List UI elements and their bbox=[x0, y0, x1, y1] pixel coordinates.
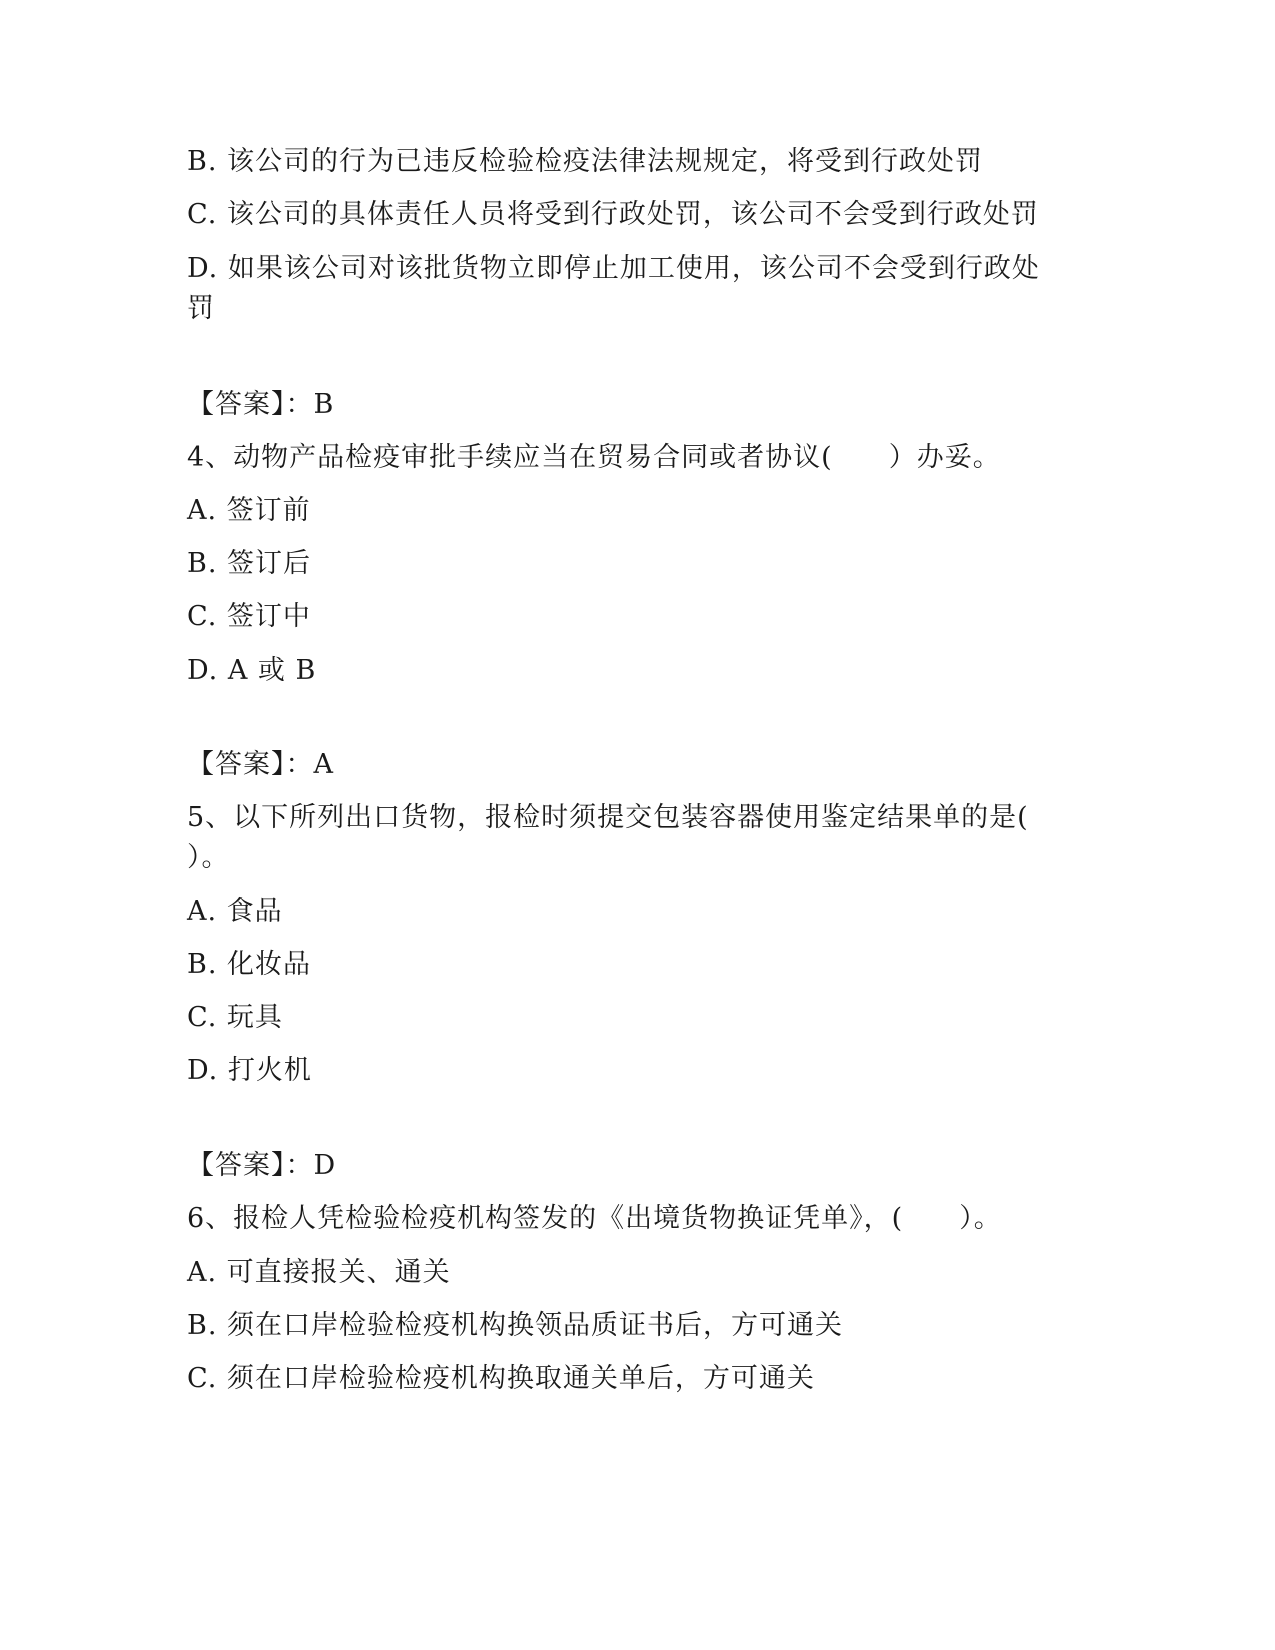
q5-option-b: B. 化妆品 bbox=[187, 949, 312, 980]
q4-answer: 【答案】：A bbox=[187, 749, 334, 780]
q5-option-a: A. 食品 bbox=[187, 896, 283, 927]
q5-answer: 【答案】：D bbox=[187, 1150, 337, 1181]
q5-option-d: D. 打火机 bbox=[187, 1055, 312, 1086]
q5-option-c: C. 玩具 bbox=[187, 1002, 283, 1033]
q6-option-c: C. 须在口岸检验检疫机构换取通关单后，方可通关 bbox=[187, 1363, 815, 1394]
q6-question: 6、报检人凭检验检疫机构签发的《出境货物换证凭单》，( ）。 bbox=[187, 1203, 1002, 1234]
q4-option-c: C. 签订中 bbox=[187, 601, 311, 632]
q5-question-line2: ）。 bbox=[187, 842, 230, 873]
q3-option-d-line2: 罚 bbox=[187, 293, 215, 324]
q5-question-line1: 5、以下所列出口货物，报检时须提交包装容器使用鉴定结果单的是( bbox=[187, 802, 1029, 833]
q6-option-a: A. 可直接报关、通关 bbox=[187, 1257, 451, 1288]
q3-option-b: B. 该公司的行为已违反检验检疫法律法规规定，将受到行政处罚 bbox=[187, 146, 984, 177]
q3-option-d-line1: D. 如果该公司对该批货物立即停止加工使用，该公司不会受到行政处 bbox=[187, 253, 1040, 284]
q4-option-b: B. 签订后 bbox=[187, 548, 312, 579]
q6-option-b: B. 须在口岸检验检疫机构换领品质证书后，方可通关 bbox=[187, 1310, 844, 1341]
q3-answer: 【答案】：B bbox=[187, 389, 335, 420]
q4-option-a: A. 签订前 bbox=[187, 495, 311, 526]
q4-option-d: D. A 或 B bbox=[187, 655, 317, 686]
q4-question: 4、动物产品检疫审批手续应当在贸易合同或者协议( ）办妥。 bbox=[187, 442, 1001, 473]
q3-option-c: C. 该公司的具体责任人员将受到行政处罚，该公司不会受到行政处罚 bbox=[187, 199, 1039, 230]
